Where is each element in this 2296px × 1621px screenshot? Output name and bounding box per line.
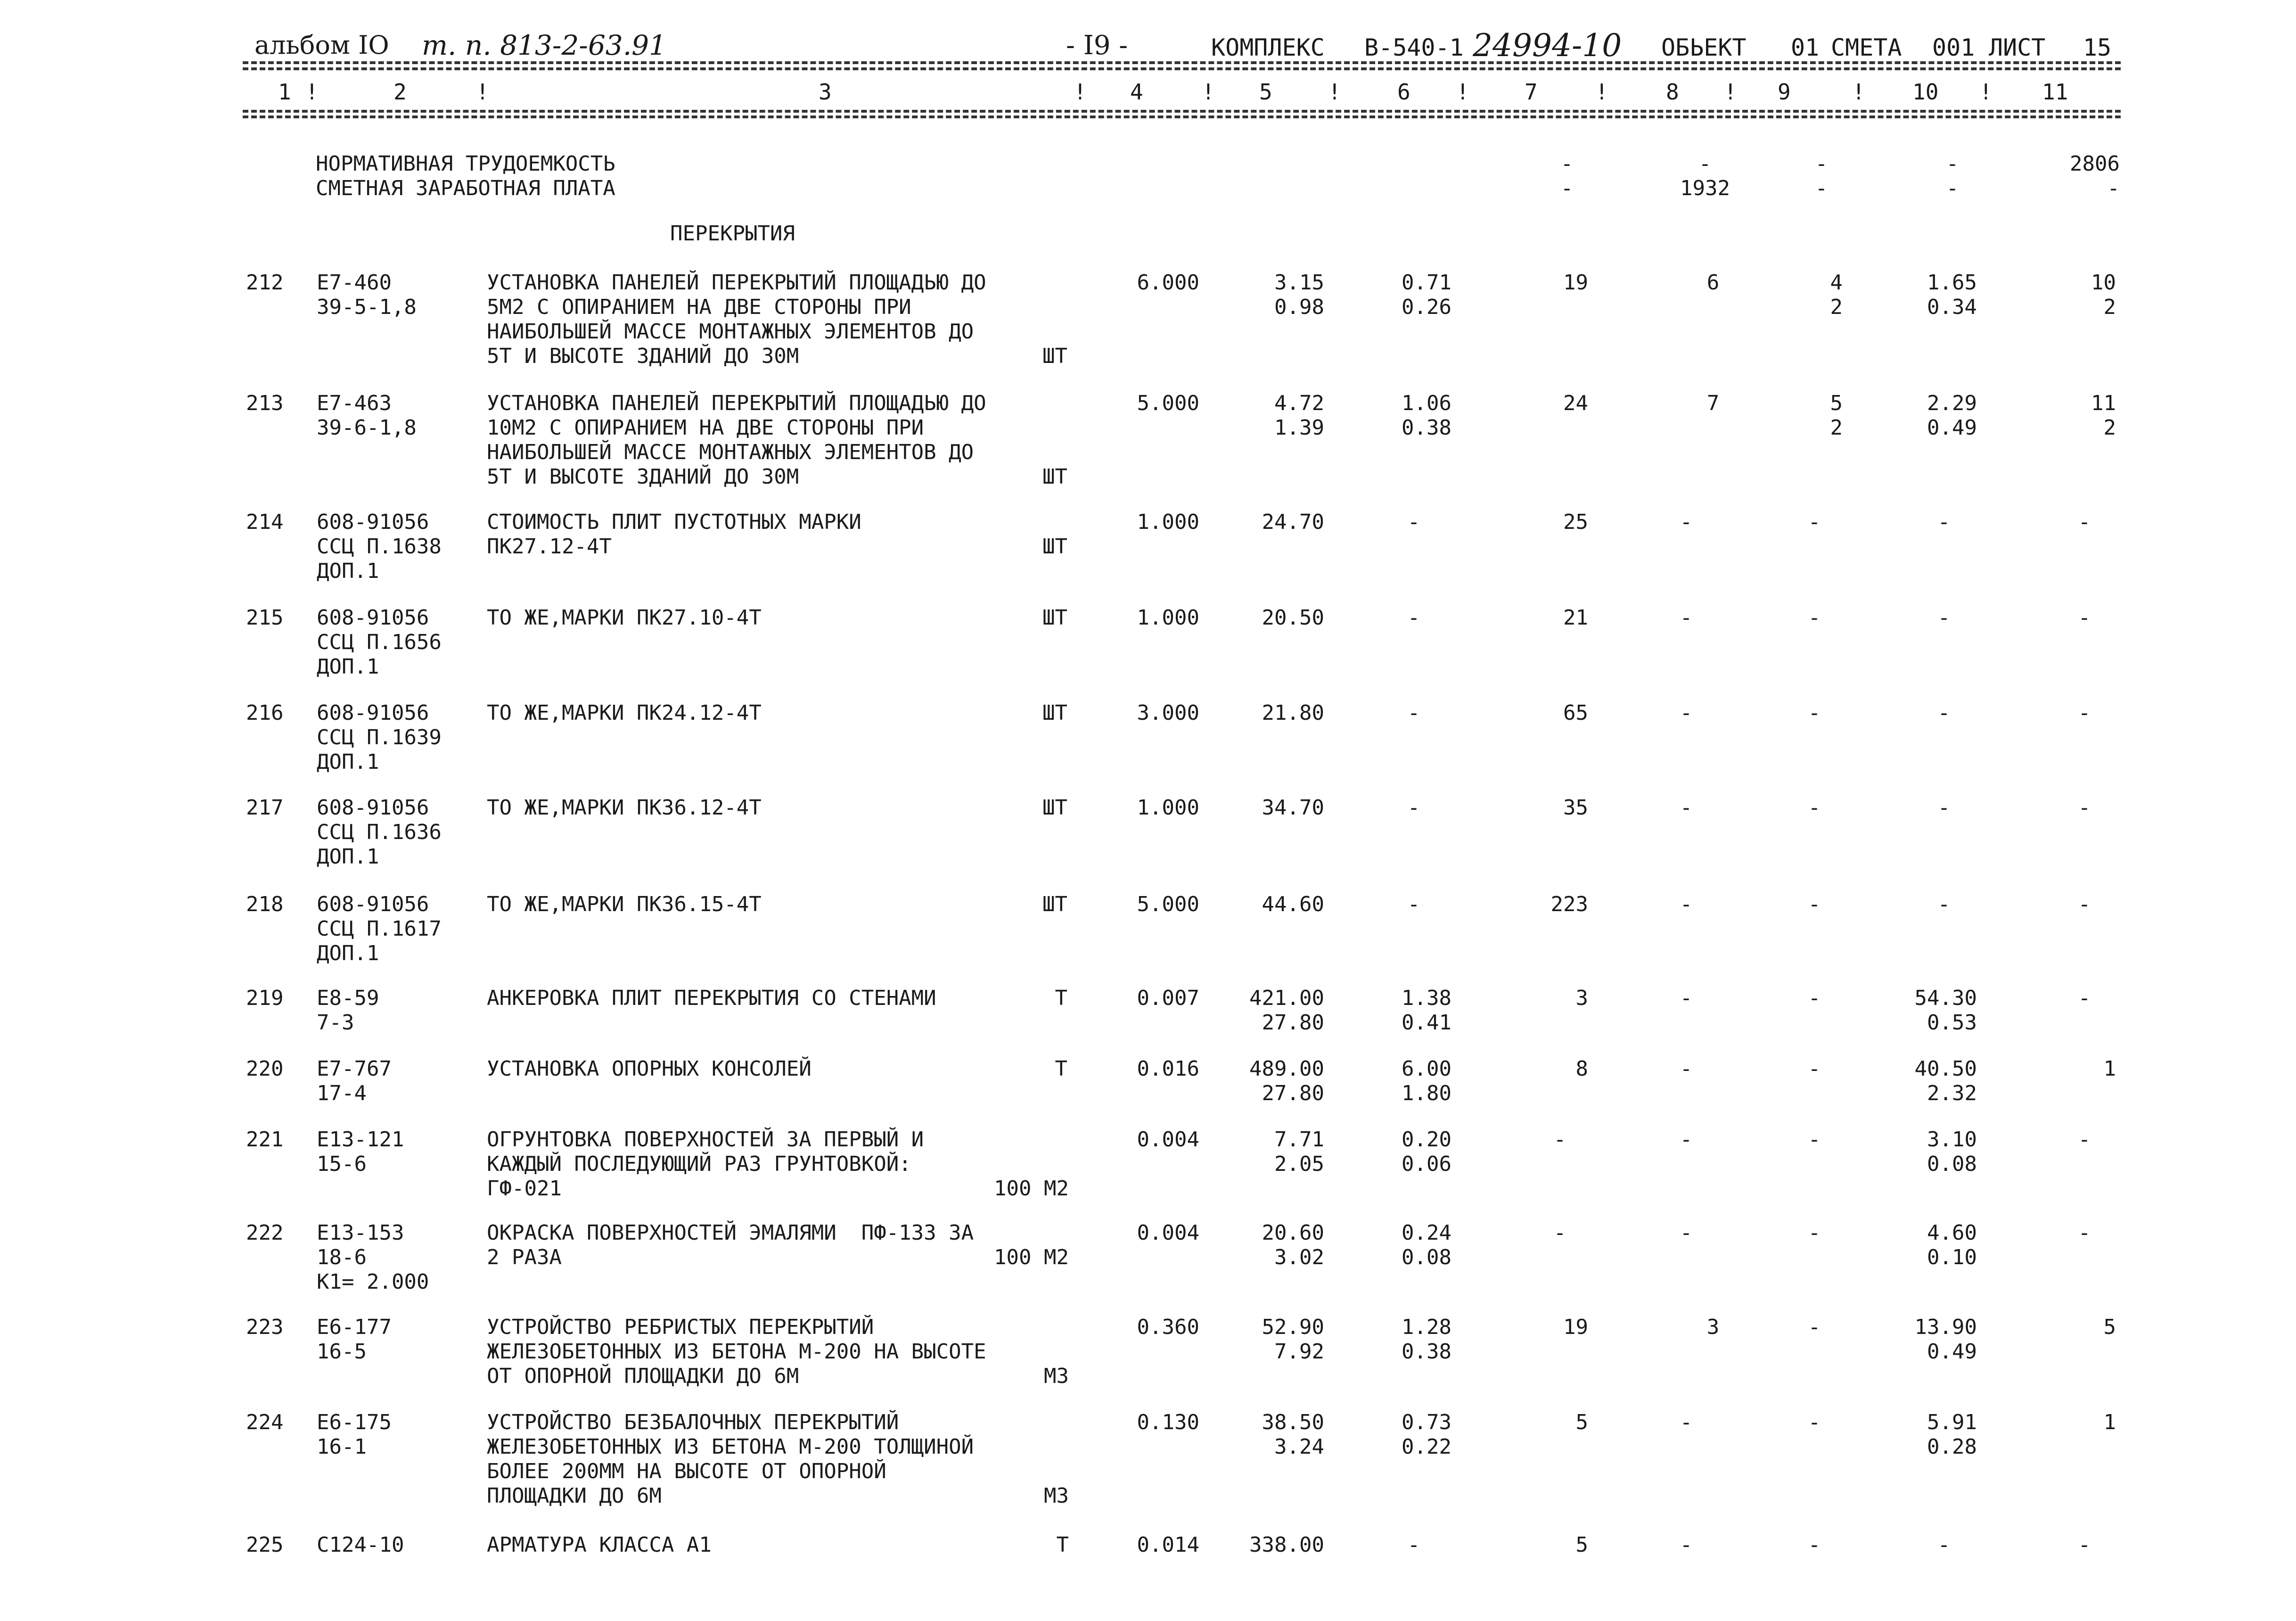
project-number: т. п. 813-2-63.91 [422,29,666,61]
cost-c10: 54.30 [1914,986,1977,1010]
quantity: 0.007 [1137,986,1199,1010]
norm-code: 15-6 [317,1152,367,1176]
cost-c7: - [1553,1221,1566,1245]
column-number-8: 8 [1666,79,1679,105]
norm-code: ССЦ П.1656 [317,630,442,654]
cost-c8: - [1680,701,1693,725]
header-rule-bottom-2 [243,115,2121,118]
cost-c6: - [1407,796,1420,820]
row-number: 218 [246,892,284,916]
cost-c6: 0.41 [1402,1011,1451,1035]
cost-c9: - [1808,1127,1821,1152]
cost-c10: 13.90 [1914,1315,1977,1339]
cost-c8: - [1680,1533,1693,1557]
cost-c7: 65 [1563,701,1588,725]
work-description: ТО ЖЕ,МАРКИ ПК36.12-4Т [487,796,762,820]
norm-code: Е13-153 [317,1221,404,1245]
row-number: 223 [246,1315,284,1339]
quantity: 0.004 [1137,1127,1199,1152]
cost-c10: 5.91 [1927,1410,1977,1434]
quantity: 0.014 [1137,1533,1199,1557]
cost-c5: 4.72 [1274,391,1324,415]
unit-of-measure: ШТ [1042,344,1067,368]
cost-c8: 7 [1706,391,1720,415]
column-separator: ! [1328,79,1341,105]
cost-c5: 21.80 [1262,701,1324,725]
quantity: 0.360 [1137,1315,1199,1339]
quantity: 5.000 [1137,892,1199,916]
norm-code: ДОП.1 [317,750,379,774]
cost-c11: - [2078,1127,2091,1152]
unit-of-measure: 100 М2 [994,1245,1069,1269]
cost-c7: 21 [1563,606,1588,630]
work-description: 2 РАЗА [487,1245,562,1269]
norm-code: Е13-121 [317,1127,404,1152]
cost-c9: - [1808,986,1821,1010]
summary-label: СМЕТНАЯ ЗАРАБОТНАЯ ПЛАТА [316,176,615,200]
cost-c5: 0.98 [1274,295,1324,319]
summary-label: НОРМАТИВНАЯ ТРУДОЕМКОСТЬ [316,152,615,176]
work-description: ПЛОЩАДКИ ДО 6М [487,1484,662,1508]
cost-c5: 421.00 [1249,986,1324,1010]
row-number: 213 [246,391,284,415]
cost-c5: 38.50 [1262,1410,1324,1434]
row-number: 215 [246,606,284,630]
norm-code: ССЦ П.1617 [317,917,442,941]
column-number-1: 1 [278,79,291,105]
cost-c11: 2 [2103,295,2116,319]
cost-c8: - [1680,986,1693,1010]
cost-c11: - [2078,701,2091,725]
norm-code: 16-5 [317,1340,367,1364]
complex-code: В-540-1 [1364,34,1464,61]
cost-c10: 0.34 [1927,295,1977,319]
work-description: НАИБОЛЬШЕЙ МАССЕ МОНТАЖНЫХ ЭЛЕМЕНТОВ ДО [487,320,974,344]
norm-code: 608-91056 [317,510,429,534]
norm-code: Е7-460 [317,271,392,295]
sheet-label: ЛИСТ [1989,34,2046,61]
column-separator: ! [1595,79,1608,105]
row-number: 220 [246,1057,284,1081]
cost-c10: 0.28 [1927,1435,1977,1459]
cost-c10: 0.53 [1927,1011,1977,1035]
norm-code: Е7-463 [317,391,392,415]
cost-c11: - [2078,892,2091,916]
cost-c10: - [1937,796,1951,820]
row-number: 217 [246,796,284,820]
cost-c8: - [1680,796,1693,820]
cost-c6: 1.06 [1402,391,1451,415]
unit-of-measure: М3 [1044,1364,1069,1388]
work-description: АРМАТУРА КЛАССА А1 [487,1533,712,1557]
cost-c7: 19 [1563,1315,1588,1339]
complex-number: 24994-10 [1473,27,1622,64]
work-description: ОКРАСКА ПОВЕРХНОСТЕЙ ЭМАЛЯМИ ПФ-133 ЗА [487,1221,974,1245]
unit-of-measure: ШТ [1042,892,1067,916]
norm-code: 608-91056 [317,892,429,916]
cost-c6: 0.73 [1402,1410,1451,1434]
work-description: 10М2 С ОПИРАНИЕМ НА ДВЕ СТОРОНЫ ПРИ [487,416,924,440]
cost-c9: 5 [1830,391,1843,415]
cost-c9: 2 [1830,416,1843,440]
column-separator: ! [1456,79,1469,105]
work-description: ТО ЖЕ,МАРКИ ПК24.12-4Т [487,701,762,725]
norm-code: ДОП.1 [317,559,379,583]
cost-c8: 6 [1706,271,1720,295]
work-description: ТО ЖЕ,МАРКИ ПК27.10-4Т [487,606,762,630]
norm-code: 18-6 [317,1245,367,1269]
cost-c5: 7.92 [1274,1340,1324,1364]
work-description: НАИБОЛЬШЕЙ МАССЕ МОНТАЖНЫХ ЭЛЕМЕНТОВ ДО [487,440,974,464]
cost-c9: - [1808,796,1821,820]
cost-c5: 20.50 [1262,606,1324,630]
norm-code: Е7-767 [317,1057,392,1081]
row-number: 216 [246,701,284,725]
summary-c7: - [1560,152,1574,176]
column-number-10: 10 [1912,79,1939,105]
cost-c7: 5 [1575,1533,1588,1557]
cost-c10: 3.10 [1927,1127,1977,1152]
cost-c5: 24.70 [1262,510,1324,534]
column-separator: ! [1724,79,1737,105]
row-number: 214 [246,510,284,534]
cost-c6: - [1407,1533,1420,1557]
cost-c5: 27.80 [1262,1081,1324,1105]
cost-c6: 1.28 [1402,1315,1451,1339]
norm-code: 39-5-1,8 [317,295,417,319]
cost-c6: 0.08 [1402,1245,1451,1269]
norm-code: 16-1 [317,1435,367,1459]
row-number: 225 [246,1533,284,1557]
summary-c11: 2806 [2070,152,2120,176]
cost-c7: 24 [1563,391,1588,415]
cost-c7: 35 [1563,796,1588,820]
cost-c5: 489.00 [1249,1057,1324,1081]
quantity: 0.016 [1137,1057,1199,1081]
cost-c10: - [1937,1533,1951,1557]
cost-c10: 0.49 [1927,1340,1977,1364]
cost-c11: 1 [2103,1410,2116,1434]
work-description: УСТАНОВКА ОПОРНЫХ КОНСОЛЕЙ [487,1057,812,1081]
cost-c9: 4 [1830,271,1843,295]
unit-of-measure: 100 М2 [994,1177,1069,1201]
work-description: ОТ ОПОРНОЙ ПЛОЩАДКИ ДО 6М [487,1364,799,1388]
cost-c7: 25 [1563,510,1588,534]
norm-code: 608-91056 [317,701,429,725]
complex-label: КОМПЛЕКС [1211,34,1325,61]
cost-c9: - [1808,1057,1821,1081]
column-separator: ! [1852,79,1865,105]
cost-c7: 3 [1575,986,1588,1010]
quantity: 0.130 [1137,1410,1199,1434]
summary-c11: - [2107,176,2120,200]
cost-c9: - [1808,606,1821,630]
cost-c10: 4.60 [1927,1221,1977,1245]
column-number-2: 2 [394,79,407,105]
cost-c11: - [2078,796,2091,820]
work-description: БОЛЕЕ 200ММ НА ВЫСОТЕ ОТ ОПОРНОЙ [487,1459,886,1483]
cost-c10: 0.49 [1927,416,1977,440]
cost-c9: - [1808,1410,1821,1434]
cost-c11: - [2078,1221,2091,1245]
cost-c10: 2.32 [1927,1081,1977,1105]
row-number: 222 [246,1221,284,1245]
cost-c5: 3.02 [1274,1245,1324,1269]
header-rule-top [243,61,2121,64]
norm-code: С124-10 [317,1533,404,1557]
cost-c6: 0.38 [1402,1340,1451,1364]
cost-c7: 8 [1575,1057,1588,1081]
cost-c7: 19 [1563,271,1588,295]
column-separator: ! [476,79,489,105]
unit-of-measure: ШТ [1042,465,1067,489]
unit-of-measure: М3 [1044,1484,1069,1508]
cost-c6: 0.38 [1402,416,1451,440]
work-description: УСТРОЙСТВО РЕБРИСТЫХ ПЕРЕКРЫТИЙ [487,1315,874,1339]
cost-c5: 7.71 [1274,1127,1324,1152]
cost-c5: 3.24 [1274,1435,1324,1459]
album-label: альбом IO [254,30,389,60]
cost-c10: 40.50 [1914,1057,1977,1081]
work-description: 5М2 С ОПИРАНИЕМ НА ДВЕ СТОРОНЫ ПРИ [487,295,911,319]
work-description: ОГРУНТОВКА ПОВЕРХНОСТЕЙ ЗА ПЕРВЫЙ И [487,1127,924,1152]
norm-code: 39-6-1,8 [317,416,417,440]
quantity: 5.000 [1137,391,1199,415]
cost-c6: 0.22 [1402,1435,1451,1459]
quantity: 0.004 [1137,1221,1199,1245]
cost-c9: - [1808,1221,1821,1245]
section-title: ПЕРЕКРЫТИЯ [670,222,795,246]
cost-c5: 3.15 [1274,271,1324,295]
cost-c11: - [2078,606,2091,630]
unit-of-measure: ШТ [1042,796,1067,820]
work-description: УСТАНОВКА ПАНЕЛЕЙ ПЕРЕКРЫТИЙ ПЛОЩАДЬЮ ДО [487,271,986,295]
cost-c6: - [1407,892,1420,916]
quantity: 1.000 [1137,606,1199,630]
cost-c8: - [1680,606,1693,630]
cost-c5: 338.00 [1249,1533,1324,1557]
cost-c5: 44.60 [1262,892,1324,916]
cost-c6: 0.06 [1402,1152,1451,1176]
norm-code: 608-91056 [317,796,429,820]
cost-c11: 1 [2103,1057,2116,1081]
cost-c10: - [1937,701,1951,725]
work-description: СТОИМОСТЬ ПЛИТ ПУСТОТНЫХ МАРКИ [487,510,861,534]
quantity: 6.000 [1137,271,1199,295]
norm-code: 7-3 [317,1011,354,1035]
norm-code: 17-4 [317,1081,367,1105]
column-number-7: 7 [1525,79,1538,105]
row-number: 224 [246,1410,284,1434]
work-description: 5Т И ВЫСОТЕ ЗДАНИЙ ДО 30М [487,344,799,368]
column-number-5: 5 [1259,79,1272,105]
cost-c11: 10 [2091,271,2116,295]
column-number-3: 3 [819,79,832,105]
cost-c10: 0.08 [1927,1152,1977,1176]
work-description: ПК27.12-4Т [487,535,612,559]
cost-c9: - [1808,1315,1821,1339]
cost-c7: 5 [1575,1410,1588,1434]
cost-c6: 0.24 [1402,1221,1451,1245]
cost-c8: - [1680,1410,1693,1434]
unit-of-measure: ШТ [1042,535,1067,559]
work-description: УСТАНОВКА ПАНЕЛЕЙ ПЕРЕКРЫТИЙ ПЛОЩАДЬЮ ДО [487,391,986,415]
row-number: 219 [246,986,284,1010]
summary-c9: - [1815,176,1828,200]
cost-c9: - [1808,701,1821,725]
norm-code: ДОП.1 [317,655,379,679]
cost-c10: - [1937,606,1951,630]
summary-c7: - [1560,176,1574,200]
cost-c11: - [2078,1533,2091,1557]
cost-c9: - [1808,1533,1821,1557]
row-number: 221 [246,1127,284,1152]
summary-c9: - [1815,152,1828,176]
column-separator: ! [305,79,319,105]
cost-c9: 2 [1830,295,1843,319]
column-separator: ! [1202,79,1215,105]
cost-c6: - [1407,510,1420,534]
cost-c5: 27.80 [1262,1011,1324,1035]
norm-code: Е6-175 [317,1410,392,1434]
cost-c5: 2.05 [1274,1152,1324,1176]
summary-c10: - [1946,152,1959,176]
row-number: 212 [246,271,284,295]
object-value: 01 [1791,34,1820,61]
norm-code: ССЦ П.1639 [317,725,442,749]
cost-c6: 0.20 [1402,1127,1451,1152]
smeta-value: 001 [1932,34,1975,61]
cost-c7: 223 [1550,892,1588,916]
cost-c6: 6.00 [1402,1057,1451,1081]
object-label: ОБЬЕКТ [1661,34,1747,61]
column-number-11: 11 [2042,79,2068,105]
cost-c8: 3 [1706,1315,1720,1339]
unit-of-measure: ШТ [1042,701,1067,725]
norm-code: ССЦ П.1638 [317,535,442,559]
norm-code: ДОП.1 [317,941,379,965]
summary-c8: 1932 [1680,176,1730,200]
cost-c10: - [1937,510,1951,534]
column-separator: ! [1979,79,1993,105]
cost-c6: - [1407,606,1420,630]
cost-c6: 1.80 [1402,1081,1451,1105]
header-rule-bottom [243,110,2121,113]
work-description: ТО ЖЕ,МАРКИ ПК36.15-4Т [487,892,762,916]
sheet-value: 15 [2083,34,2112,61]
cost-c6: 0.26 [1402,295,1451,319]
header-rule-top-2 [243,67,2121,70]
norm-code: К1= 2.000 [317,1270,429,1294]
work-description: УСТРОЙСТВО БЕЗБАЛОЧНЫХ ПЕРЕКРЫТИЙ [487,1410,899,1434]
cost-c10: 1.65 [1927,271,1977,295]
column-number-9: 9 [1778,79,1791,105]
cost-c9: - [1808,510,1821,534]
cost-c5: 1.39 [1274,416,1324,440]
cost-c5: 34.70 [1262,796,1324,820]
cost-c6: - [1407,701,1420,725]
work-description: КАЖДЫЙ ПОСЛЕДУЮЩИЙ РАЗ ГРУНТОВКОЙ: [487,1152,911,1176]
unit-of-measure: Т [1055,986,1067,1010]
column-number-4: 4 [1130,79,1143,105]
column-number-6: 6 [1397,79,1410,105]
cost-c11: 5 [2103,1315,2116,1339]
summary-c10: - [1946,176,1959,200]
work-description: ЖЕЛЕЗОБЕТОННЫХ ИЗ БЕТОНА М-200 ТОЛЩИНОЙ [487,1435,974,1459]
unit-of-measure: Т [1056,1533,1069,1557]
work-description: 5Т И ВЫСОТЕ ЗДАНИЙ ДО 30М [487,465,799,489]
work-description: АНКЕРОВКА ПЛИТ ПЕРЕКРЫТИЯ СО СТЕНАМИ [487,986,936,1010]
norm-code: Е8-59 [317,986,379,1010]
cost-c11: - [2078,510,2091,534]
smeta-label: СМЕТА [1831,34,1902,61]
unit-of-measure: ШТ [1042,606,1067,630]
cost-c11: - [2078,986,2091,1010]
cost-c9: - [1808,892,1821,916]
cost-c10: 0.10 [1927,1245,1977,1269]
cost-c8: - [1680,1127,1693,1152]
column-separator: ! [1074,79,1087,105]
cost-c8: - [1680,510,1693,534]
page-number: - I9 - [1066,30,1128,61]
cost-c5: 52.90 [1262,1315,1324,1339]
unit-of-measure: Т [1055,1057,1067,1081]
quantity: 1.000 [1137,796,1199,820]
cost-c11: 2 [2103,416,2116,440]
cost-c11: 11 [2091,391,2116,415]
work-description: ЖЕЛЕЗОБЕТОННЫХ ИЗ БЕТОНА М-200 НА ВЫСОТЕ [487,1340,986,1364]
cost-c5: 20.60 [1262,1221,1324,1245]
quantity: 3.000 [1137,701,1199,725]
cost-c6: 0.71 [1402,271,1451,295]
cost-c10: - [1937,892,1951,916]
norm-code: ДОП.1 [317,845,379,869]
cost-c8: - [1680,892,1693,916]
cost-c10: 2.29 [1927,391,1977,415]
cost-c8: - [1680,1057,1693,1081]
cost-c7: - [1553,1127,1566,1152]
cost-c6: 1.38 [1402,986,1451,1010]
cost-c8: - [1680,1221,1693,1245]
summary-c8: - [1698,152,1712,176]
norm-code: 608-91056 [317,606,429,630]
work-description: ГФ-021 [487,1177,562,1201]
norm-code: ССЦ П.1636 [317,820,442,844]
norm-code: Е6-177 [317,1315,392,1339]
quantity: 1.000 [1137,510,1199,534]
